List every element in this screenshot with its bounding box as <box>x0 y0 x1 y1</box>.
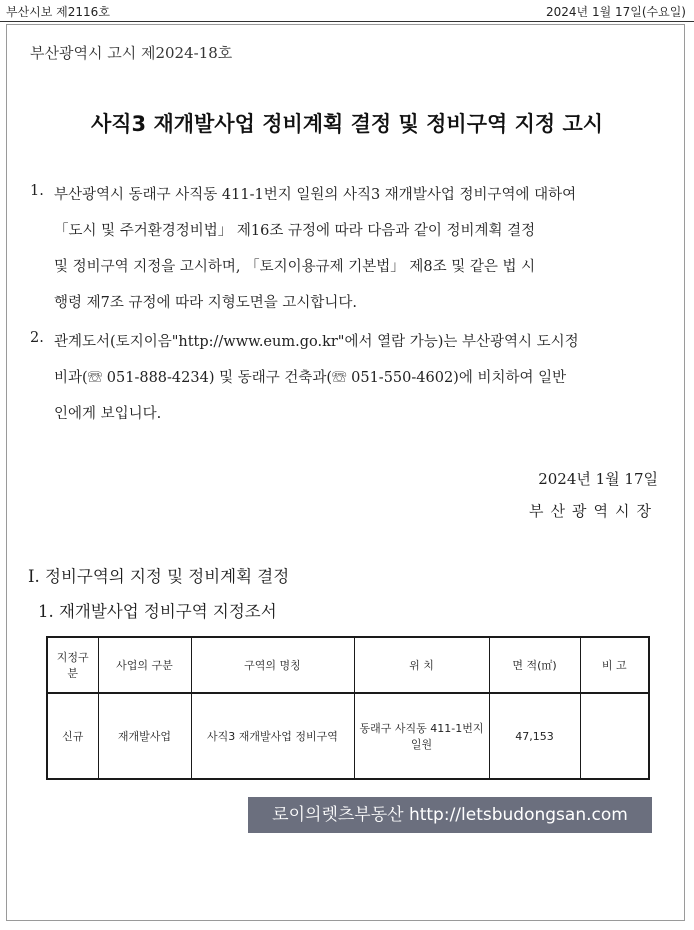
designation-table <box>46 636 650 780</box>
table-header: 비 고 <box>580 637 649 693</box>
notice-number: 부산광역시 고시 제2024-18호 <box>30 44 233 62</box>
paragraph-1 <box>30 183 668 313</box>
paragraph-line: 및 정비구역 지정을 고시하며, 「토지이용규제 기본법」 제8조 및 같은 법 시 <box>54 259 536 275</box>
paragraph-line: 「도시 및 주거환경정비법」 제16조 규정에 따라 다음과 같이 정비계획 결정 <box>54 223 536 239</box>
table-cell: 사직3 재개발사업 정비구역 <box>191 693 354 779</box>
table-header: 지정구분 <box>47 637 98 693</box>
table-header: 위 치 <box>354 637 489 693</box>
bulletin-number: 부산시보 제2116호 <box>6 5 110 19</box>
paragraph-line: 행령 제7조 규정에 따라 지형도면을 고시합니다. <box>54 295 358 311</box>
table-cell: 47,153 <box>489 693 580 779</box>
table-row <box>47 693 649 779</box>
bulletin-header <box>0 0 694 22</box>
signer: 부산광역시장 <box>529 502 658 520</box>
table-header: 구역의 명칭 <box>191 637 354 693</box>
notice-date: 2024년 1월 17일 <box>538 470 658 488</box>
table-cell <box>580 693 649 779</box>
paragraph-2 <box>30 330 668 430</box>
paragraph-line: 부산광역시 동래구 사직동 411-1번지 일원의 사직3 재개발사업 정비구역에 대하여 <box>54 187 577 203</box>
table-cell: 신규 <box>47 693 98 779</box>
paragraph-line: 비과(☏ 051-888-4234) 및 동래구 건축과(☏ 051-550-4602)에 비치하여 일반 <box>54 370 567 386</box>
table-cell: 동래구 사직동 411-1번지 일원 <box>354 693 489 779</box>
bulletin-date: 2024년 1월 17일(수요일) <box>546 5 686 19</box>
document-title: 사직3 재개발사업 정비계획 결정 및 정비구역 지정 고시 <box>90 112 604 136</box>
section-heading: I. 정비구역의 지정 및 정비계획 결정 <box>28 567 290 586</box>
subsection-heading: 1. 재개발사업 정비구역 지정조서 <box>38 602 277 621</box>
paragraph-line: 관계도서(토지이음"http://www.eum.go.kr"에서 열람 가능)는 부산광역시 도시정 <box>54 334 579 350</box>
table-header: 사업의 구분 <box>98 637 191 693</box>
paragraph-number: 1. <box>30 183 44 199</box>
paragraph-line: 인에게 보입니다. <box>54 406 162 422</box>
paragraph-number: 2. <box>30 330 44 346</box>
watermark-banner: 로이의렛츠부동산 http://letsbudongsan.com <box>248 797 652 833</box>
table-header-row <box>47 637 649 693</box>
table-header: 면 적(㎡) <box>489 637 580 693</box>
table-cell: 재개발사업 <box>98 693 191 779</box>
header-divider <box>0 21 694 22</box>
